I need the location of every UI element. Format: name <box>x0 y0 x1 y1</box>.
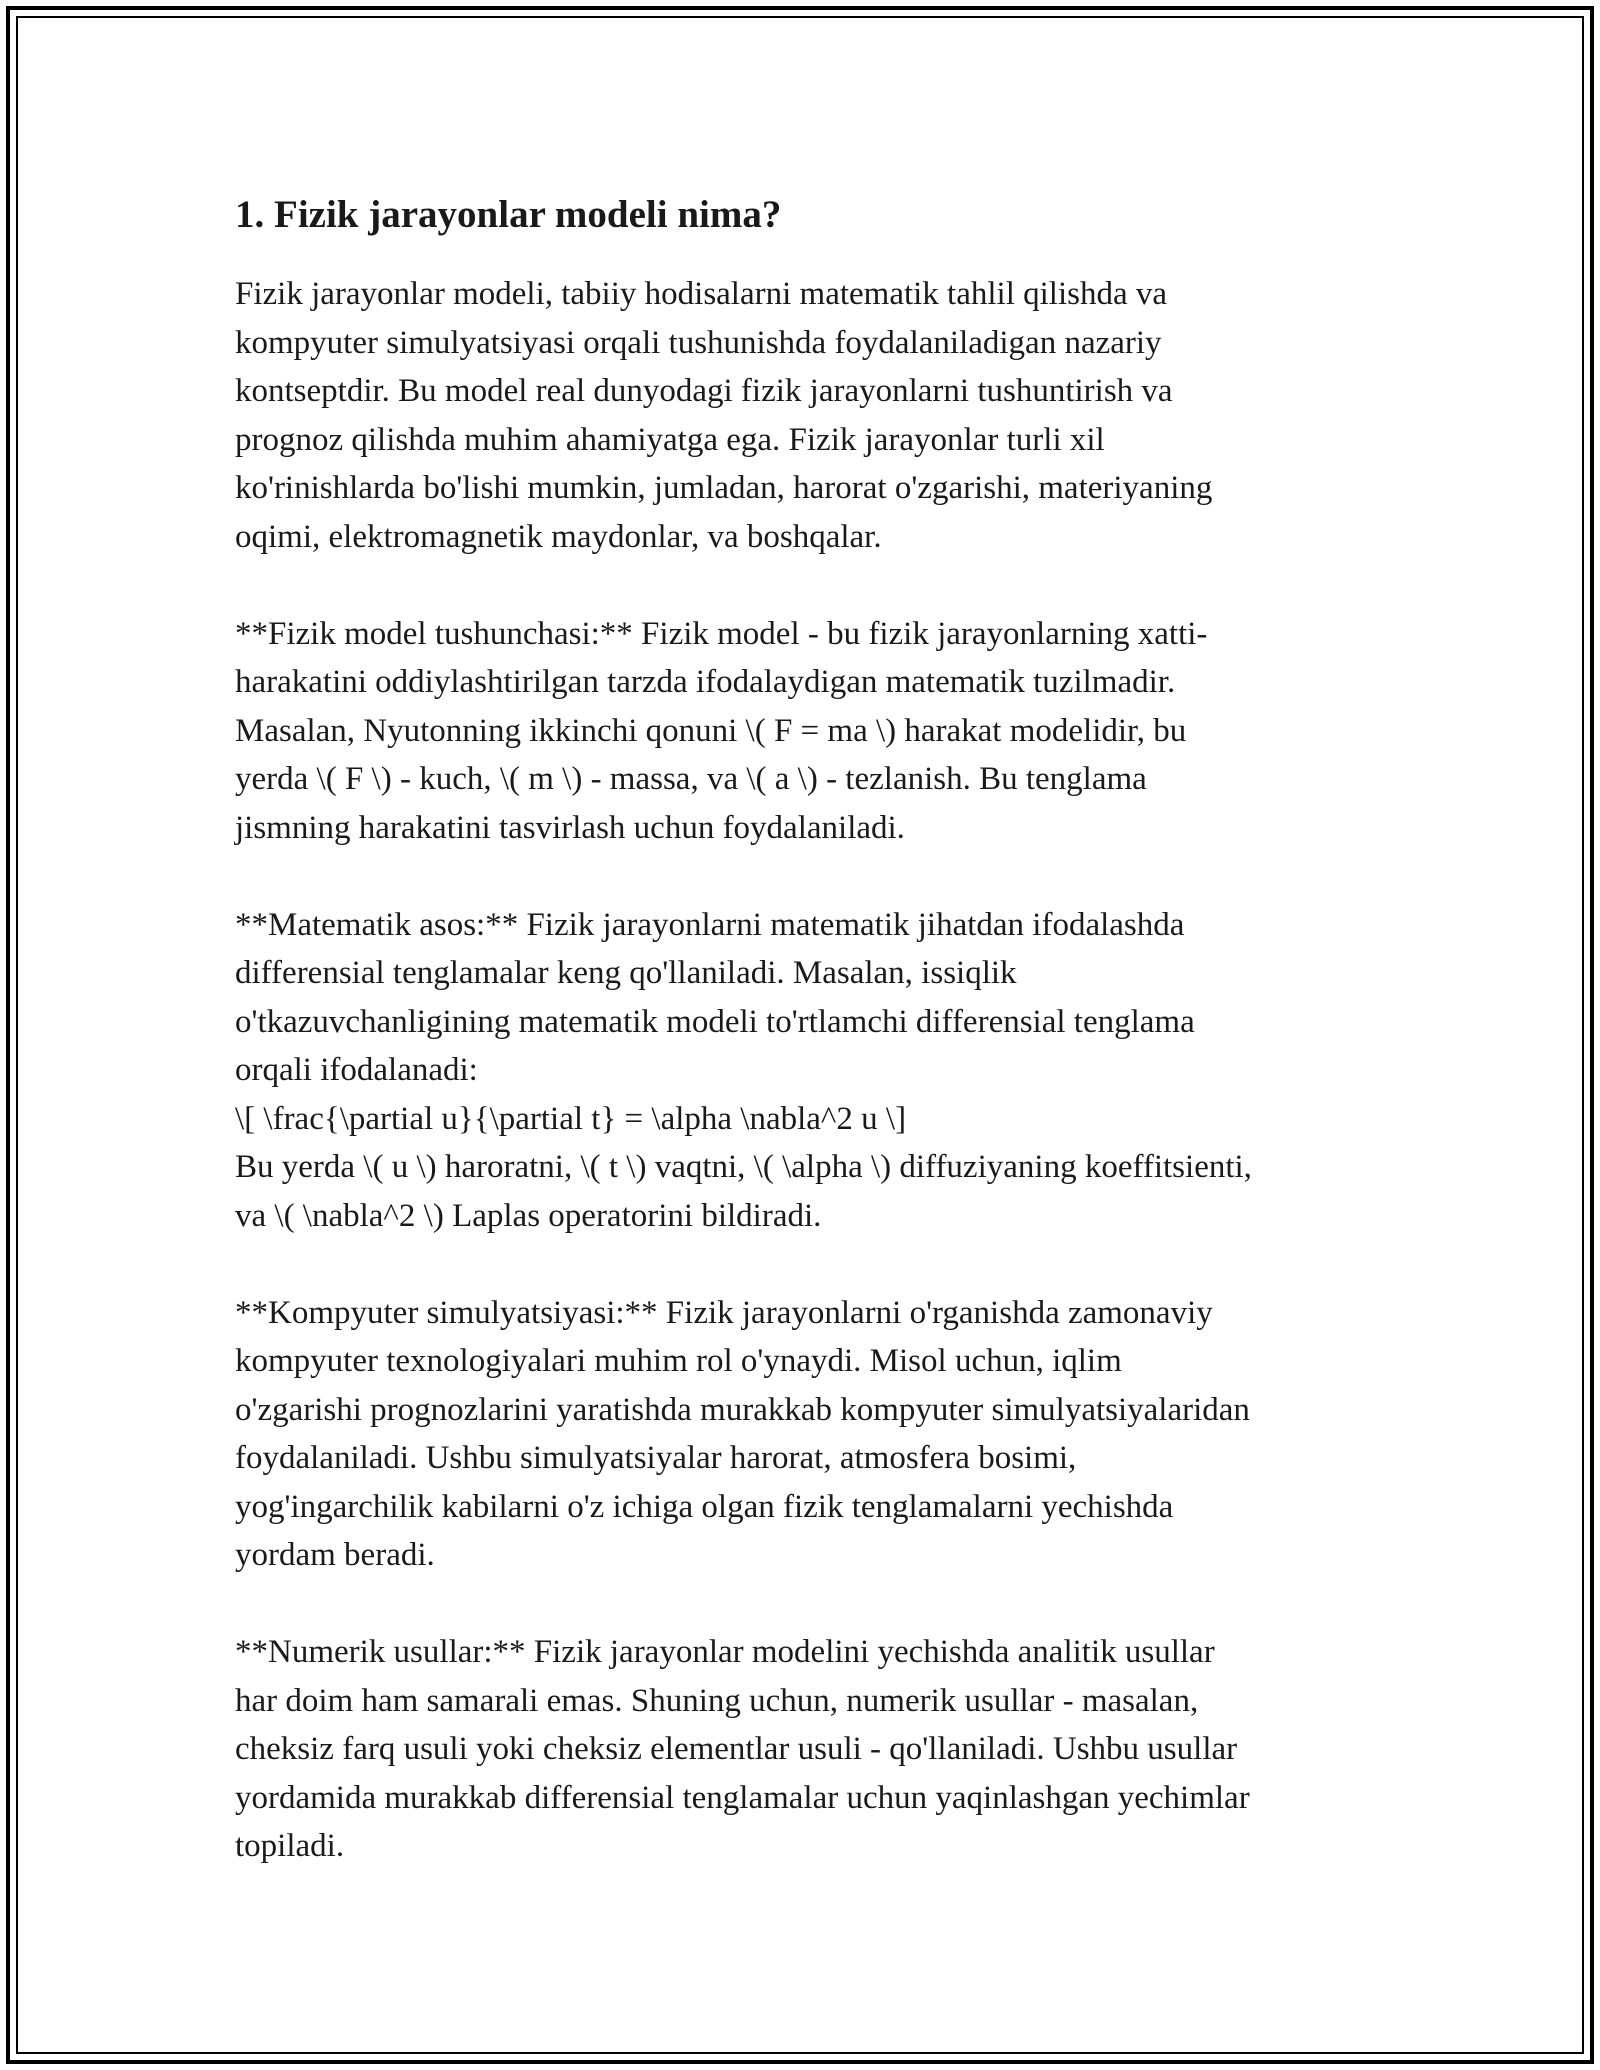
text-line: oqimi, elektromagnetik maydonlar, va boshqalar. <box>235 518 882 555</box>
text-line: differensial tenglamalar keng qo'llaniladi. Masalan, issiqlik <box>235 955 1017 991</box>
text-line: kompyuter texnologiyalari muhim rol o'ynaydi. Misol uchun, iqlim <box>235 1343 1122 1379</box>
text-line: Bu yerda \( u \) haroratni, \( t \) vaqtni, \( \alpha \) diffuziyaning koeffitsienti, <box>235 1149 1252 1185</box>
document-title: 1. Fizik jarayonlar modeli nima? <box>235 193 782 236</box>
text-line: **Matematik asos:** Fizik jarayonlarni matematik jihatdan ifodalashda <box>235 906 1185 943</box>
text-line: Masalan, Nyutonning ikkinchi qonuni \( F = ma \) harakat modelidir, bu <box>235 712 1187 749</box>
text-line: prognoz qilishda muhim ahamiyatga ega. Fizik jarayonlar turli xil <box>235 421 1105 458</box>
text-line: **Fizik model tushunchasi:** Fizik model - bu fizik jarayonlarning xatti- <box>235 615 1208 652</box>
text-line: cheksiz farq usuli yoki cheksiz elementlar usuli - qo'llaniladi. Ushbu usullar <box>235 1731 1238 1767</box>
text-line: Fizik jarayonlar modeli, tabiiy hodisalarni matematik tahlil qilishda va <box>235 276 1168 312</box>
paragraph-kompyuter-simulyatsiyasi <box>235 1289 1380 1580</box>
text-line: kontseptdir. Bu model real dunyodagi fizik jarayonlarni tushuntirish va <box>235 373 1173 409</box>
text-line: **Kompyuter simulyatsiyasi:** Fizik jarayonlarni o'rganishda zamonaviy <box>235 1294 1213 1331</box>
text-line: **Numerik usullar:** Fizik jarayonlar modelini yechishda analitik usullar <box>235 1634 1215 1670</box>
text-line: topiladi. <box>235 1828 345 1864</box>
paragraph-intro <box>235 270 1380 561</box>
paragraph-fizik-model <box>235 610 1380 853</box>
text-line: foydalaniladi. Ushbu simulyatsiyalar harorat, atmosfera bosimi, <box>235 1440 1077 1476</box>
document-page <box>235 188 1380 1919</box>
paragraph-matematik-asos <box>235 901 1380 1241</box>
text-line: yog'ingarchilik kabilarni o'z ichiga olgan fizik tenglamalarni yechishda <box>235 1488 1174 1525</box>
equation-line: \[ \frac{\partial u}{\partial t} = \alpha \nabla^2 u \] <box>235 1100 907 1137</box>
text-line: o'tkazuvchanligining matematik modeli to'rtlamchi differensial tenglama <box>235 1003 1195 1040</box>
text-line: har doim ham samarali emas. Shuning uchun, numerik usullar - masalan, <box>235 1682 1199 1719</box>
text-line: yordam beradi. <box>235 1537 435 1573</box>
text-line: o'zgarishi prognozlarini yaratishda murakkab kompyuter simulyatsiyalaridan <box>235 1391 1250 1428</box>
text-line: va \( \nabla^2 \) Laplas operatorini bildiradi. <box>235 1197 822 1234</box>
text-line: jismning harakatini tasvirlash uchun foydalaniladi. <box>235 809 905 846</box>
paragraph-numerik-usullar <box>235 1628 1380 1871</box>
text-line: yordamida murakkab differensial tenglamalar uchun yaqinlashgan yechimlar <box>235 1779 1250 1816</box>
text-line: ko'rinishlarda bo'lishi mumkin, jumladan, harorat o'zgarishi, materiyaning <box>235 470 1213 506</box>
text-line: harakatini oddiylashtirilgan tarzda ifodalaydigan matematik tuzilmadir. <box>235 664 1176 700</box>
text-line: yerda \( F \) - kuch, \( m \) - massa, va \( a \) - tezlanish. Bu tenglama <box>235 761 1147 797</box>
text-line: orqali ifodalanadi: <box>235 1052 478 1088</box>
text-line: kompyuter simulyatsiyasi orqali tushunishda foydalaniladigan nazariy <box>235 324 1162 361</box>
